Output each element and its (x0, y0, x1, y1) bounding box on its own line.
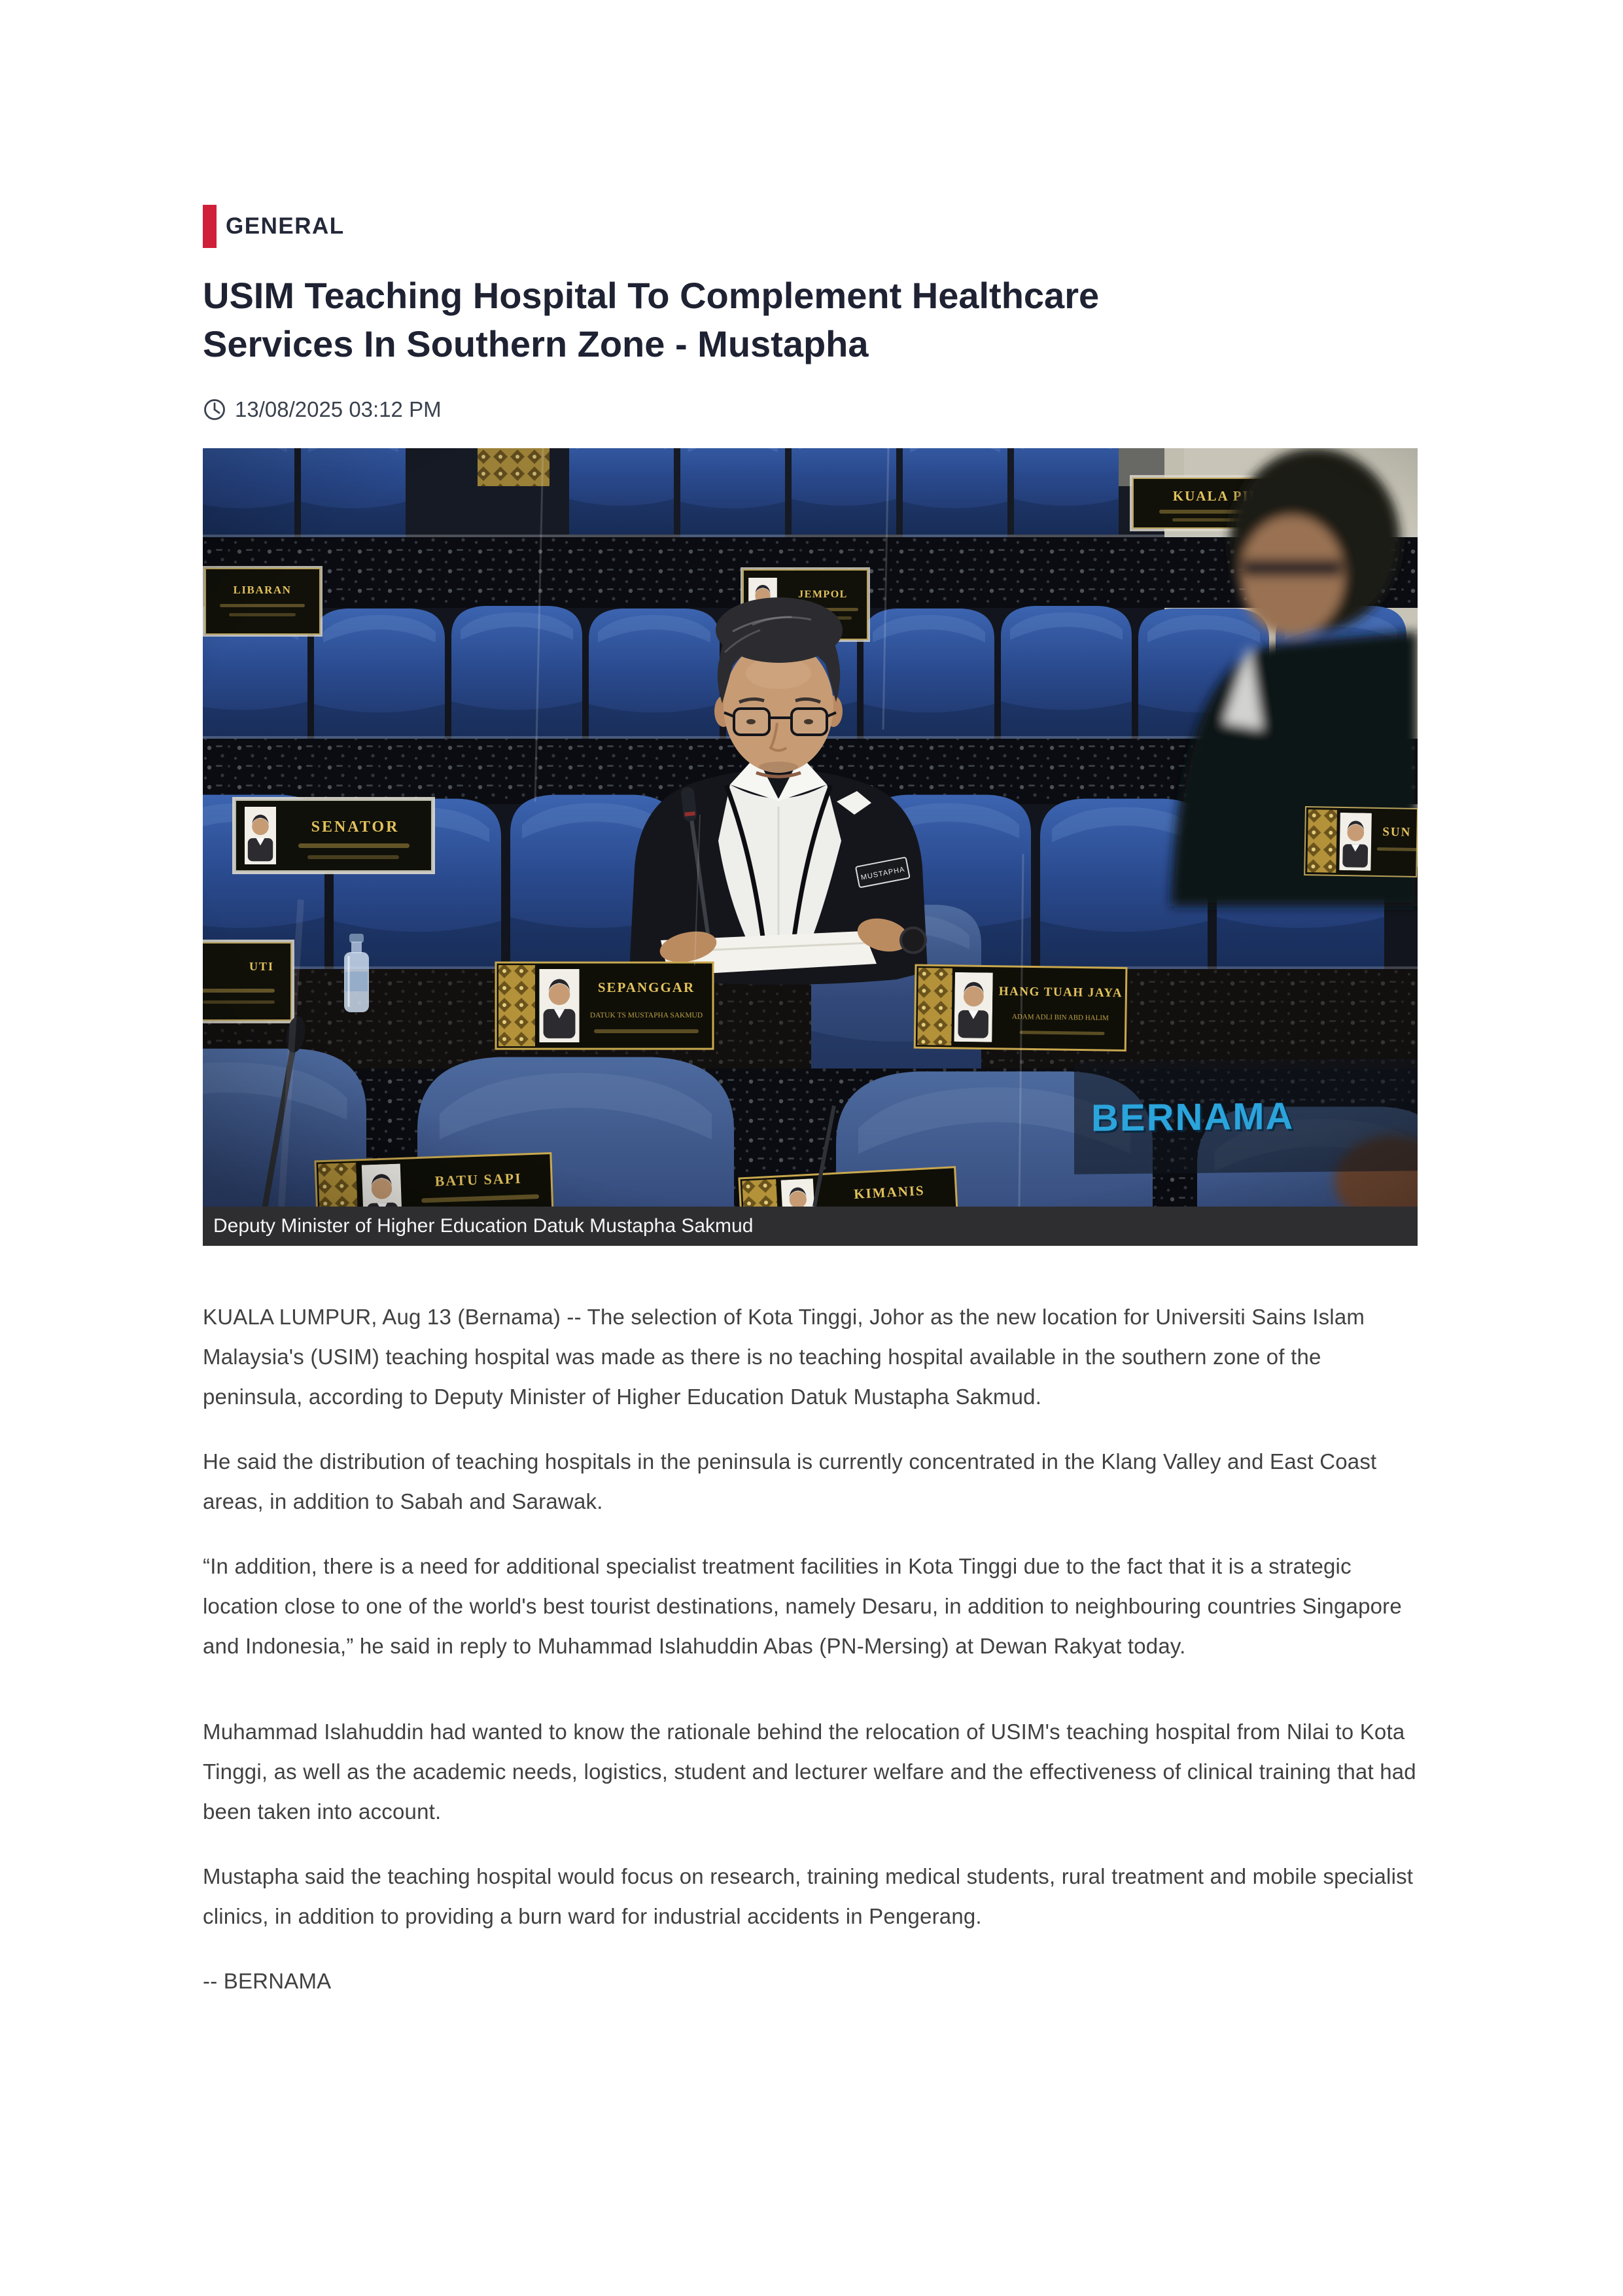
watermark-band (1074, 1058, 1418, 1174)
signoff: -- BERNAMA (203, 1969, 332, 1993)
paragraph: Muhammad Islahuddin had wanted to know the rationale behind the relocation of USIM's teaching hospital from Nilai to Kota Tinggi, as well as the academic needs, logistics, student and lecturer welfare and the effectiveness of clinical training that had been taken into account. (203, 1720, 1416, 1824)
article-photo (203, 448, 1418, 1246)
clock-icon (203, 398, 226, 421)
article-body (203, 1297, 1418, 2001)
paragraph: Mustapha said the teaching hospital would focus on research, training medical students, rural treatment and mobile specialist clinics, in addition to providing a burn ward for industrial accidents in Pengerang. (203, 1864, 1414, 1928)
bernama-watermark: BERNAMA (1091, 1094, 1295, 1139)
category-label: GENERAL (226, 213, 345, 239)
paragraph: KUALA LUMPUR, Aug 13 (Bernama) -- The selection of Kota Tinggi, Johor as the new location for Universiti Sains Islam Malaysia's (USIM) teaching hospital was made as there is no teaching hospital available in the southern zone of the peninsula, according to Deputy Minister of Higher Education Datuk Mustapha Sakmud. (203, 1305, 1365, 1409)
photo-caption: Deputy Minister of Higher Education Datuk Mustapha Sakmud (203, 1207, 1418, 1246)
timestamp-row (203, 397, 1418, 422)
category-tag (203, 205, 1418, 248)
category-accent-bar (203, 205, 217, 248)
photo-frame (203, 448, 1418, 1207)
paragraph: He said the distribution of teaching hospitals in the peninsula is currently concentrated in the Klang Valley and East Coast areas, in addition to Sabah and Sarawak. (203, 1449, 1377, 1513)
page-title: USIM Teaching Hospital To Complement Healthcare Services In Southern Zone - Mustapha (203, 275, 1100, 364)
timestamp: 13/08/2025 03:12 PM (235, 397, 442, 421)
article-container (203, 0, 1418, 2001)
paragraph: “In addition, there is a need for additional specialist treatment facilities in Kota Tinggi due to the fact that it is a strategic location close to one of the world's best tourist destinations, namely Desaru, in addition to neighbouring countries Singapore and Indonesia,” he said in reply to Muhammad Islahuddin Abas (PN-Mersing) at Dewan Rakyat today. (203, 1554, 1402, 1658)
